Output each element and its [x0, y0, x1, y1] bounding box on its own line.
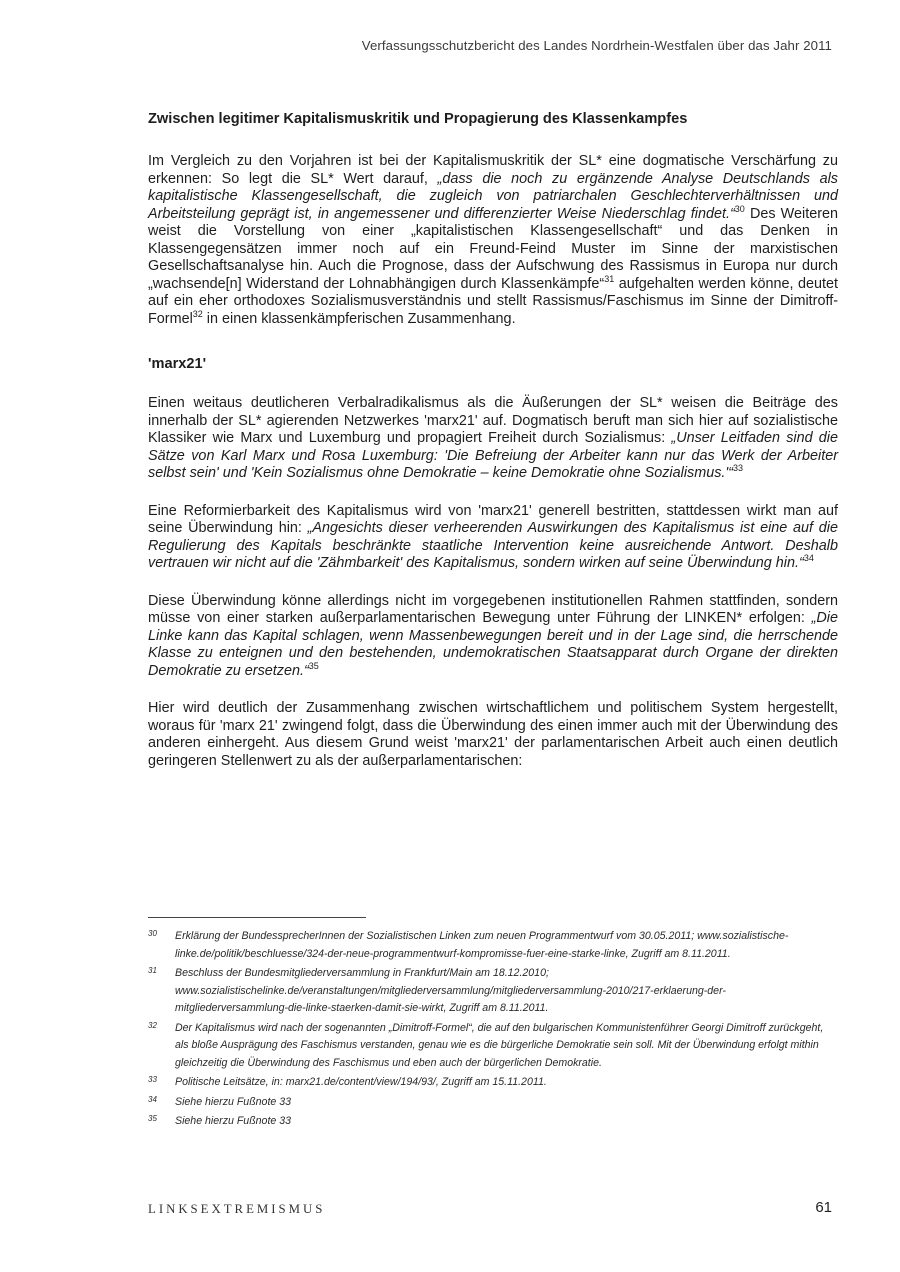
footnote-34 — [148, 1094, 838, 1112]
quote-run: „Die Linke kann das Kapital schlagen, wenn Massenbewegungen bereit und in der Lage sind, die herrschende Klasse zu enteignen und den bestehenden, undemokratischen Staatsapparat durch Organe der direkten Demokratie zu ersetzen.“ — [148, 610, 838, 679]
footnote-text: Erklärung der BundessprecherInnen der Sozialistischen Linken zum neuen Programmentwurf vom 30.05.2011; www.sozialistische-linke.de/politik/beschluesse/324-der-neue-programmentwurf-kompromisse-fuer-eine-starke-linke, Zugriff am 8.11.2011. — [175, 930, 789, 960]
quote-run: „Angesichts dieser verheerenden Auswirkungen des Kapitalismus ist eine auf die Regulierung des Kapitals beschränkte staatliche Intervention keine ausreichende Antwort. Deshalb vertrauen wir nicht auf die 'Zähmbarkeit' des Kapitalismus, sondern wirken auf seine Überwindung hin.“ — [148, 520, 838, 571]
footnote-text: Der Kapitalismus wird nach der sogenannten „Dimitroff-Formel“, die auf den bulgarischen Kommunistenführer Georgi Dimitroff zurückgeht, als bloße Ausprägung des Faschismus verstanden, genau wie es die bürgerliche Demokratie sein soll. Mit der Überwindung erfolgt mithin gleichzeitig die Überwindung des Faschismus und eben auch der bürgerlichen Demokratie. — [175, 1021, 824, 1069]
text-run: in einen klassenkämpferischen Zusammenhang. — [202, 310, 516, 327]
footnote-number: 32 — [148, 1020, 157, 1030]
quote-run: „Unser Leitfaden sind die Sätze von Karl Marx und Rosa Luxemburg: 'Die Befreiung der Arbeiter kann nur das Werk der Arbeiter selbst sein' und 'Kein Sozialismus ohne Demokratie – keine Demokratie ohne Sozialismus.'“ — [148, 430, 838, 481]
footnote-number: 30 — [148, 929, 157, 938]
footnote-ref-31[interactable]: 31 — [604, 273, 615, 284]
footnote-number: 31 — [148, 966, 157, 975]
text-run: Einen weitaus deutlicheren Verbalradikalismus als die Äußerungen der SL* weisen die Beiträge des innerhalb der SL* agierenden Netzwerkes 'marx21' auf. Dogmatisch beruft man sich hier auf sozialistische Klassiker wie Marx und Luxemburg und propagiert Freiheit durch Sozialismus: — [148, 395, 838, 446]
text-run: Diese Überwindung könne allerdings nicht im vorgegebenen institutionellen Rahmen stattfinden, sondern müsse von einer starken außerparlamentarischen Bewegung unter Führung der LINKEN* erfolgen: — [148, 592, 838, 626]
text-run: Im Vergleich zu den Vorjahren ist bei der Kapitalismuskritik der SL* eine dogmatische Verschärfung zu erkennen: So legt die SL* Wert darauf, — [148, 153, 838, 187]
footnote-text: Siehe hierzu Fußnote 33 — [175, 1095, 292, 1108]
paragraph-kapitalismuskritik — [148, 153, 838, 328]
footnote-ref-34[interactable]: 34 — [803, 553, 814, 564]
footnote-number: 34 — [148, 1094, 157, 1104]
text-run: Eine Reformierbarkeit des Kapitalismus wird von 'marx21' generell bestritten, stattdessen wirkt man auf seine Überwindung hin: — [148, 502, 838, 536]
footnote-text: Siehe hierzu Fußnote 33 — [175, 1115, 292, 1127]
paragraph-reformierbarkeit — [148, 503, 838, 573]
footnote-text: Beschluss der Bundesmitgliederversammlung in Frankfurt/Main am 18.12.2010; www.sozialistischelinke.de/veranstaltungen/mitgliederversammlung/mitgliederversammlung-2010/217-erklaerung-der-mitgliederversammlung-die-linke-staerken-damit-sie-wirkt, Zugriff am 8.11.2011. — [175, 967, 726, 1014]
text-run: aufgehalten werden könne, deutet auf ein eher orthodoxes Sozialismusverständnis und stellt Rassismus/Faschismus im Sinne der Dimitroff-Formel — [148, 275, 838, 327]
running-header: Verfassungsschutzbericht des Landes Nordrhein-Westfalen über das Jahr 2011 — [361, 38, 832, 53]
footer-section-label: LINKSEXTREMISMUS — [148, 1202, 326, 1216]
section-title-kapitalismuskritik: Zwischen legitimer Kapitalismuskritik und Propagierung des Klassenkampfes — [148, 111, 688, 127]
footnote-divider — [148, 917, 366, 918]
footnote-ref-35[interactable]: 35 — [308, 660, 319, 671]
footnote-33 — [148, 1074, 838, 1092]
section-title-marx21: 'marx21' — [148, 356, 207, 372]
footnote-number: 33 — [148, 1075, 157, 1084]
footnote-ref-30[interactable]: 30 — [734, 203, 745, 214]
paragraph-marx21-intro — [148, 395, 838, 483]
footnote-32 — [148, 1020, 838, 1073]
footnote-number: 35 — [148, 1114, 157, 1123]
footnote-30 — [148, 928, 838, 963]
paragraph-ueberwindung — [148, 593, 838, 681]
page-number: 61 — [815, 1199, 832, 1216]
text-run: Des Weiteren weist die Vorstellung von einer „kapitalistischen Klassengesellschaft“ und das Denken in Klassengegensätzen immer noch auf ein Freund-Feind Muster im Sinne der marxistischen Gesellschaftsanalyse hin. Auch die Prognose, dass der Aufschwung des Rassismus in Europa nur durch „wachsende[n] Widerstand der Lohnabhängigen durch Klassenkämpfe“ — [148, 205, 838, 292]
footnote-text: Politische Leitsätze, in: marx21.de/content/view/194/93/, Zugriff am 15.11.2011. — [175, 1076, 547, 1088]
quote-run: „dass die noch zu ergänzende Analyse Deutschlands als kapitalistische Klassengesellschaft, die zugleich von patriarchalen Geschlechterverhältnissen und Arbeitsteilung geprägt ist, in angemessener und differenzierter Weise Niederschlag findet.“ — [148, 170, 838, 222]
footnote-31 — [148, 965, 838, 1018]
footnote-ref-32[interactable]: 32 — [192, 308, 203, 319]
paragraph-zusammenhang: Hier wird deutlich der Zusammenhang zwischen wirtschaftlichem und politischem System hergestellt, woraus für 'marx 21' zwingend folgt, dass die Überwindung des einen immer auch mit der Überwindung des anderen einhergeht. Aus diesem Grund weist 'marx21' der parlamentarischen Arbeit auch einen deutlich geringeren Stellenwert zu als der außerparlamentarischen: — [148, 700, 838, 769]
main-content — [148, 110, 838, 770]
footnotes — [148, 928, 838, 1133]
footnote-ref-33[interactable]: 33 — [732, 463, 743, 474]
footnote-35 — [148, 1113, 838, 1131]
